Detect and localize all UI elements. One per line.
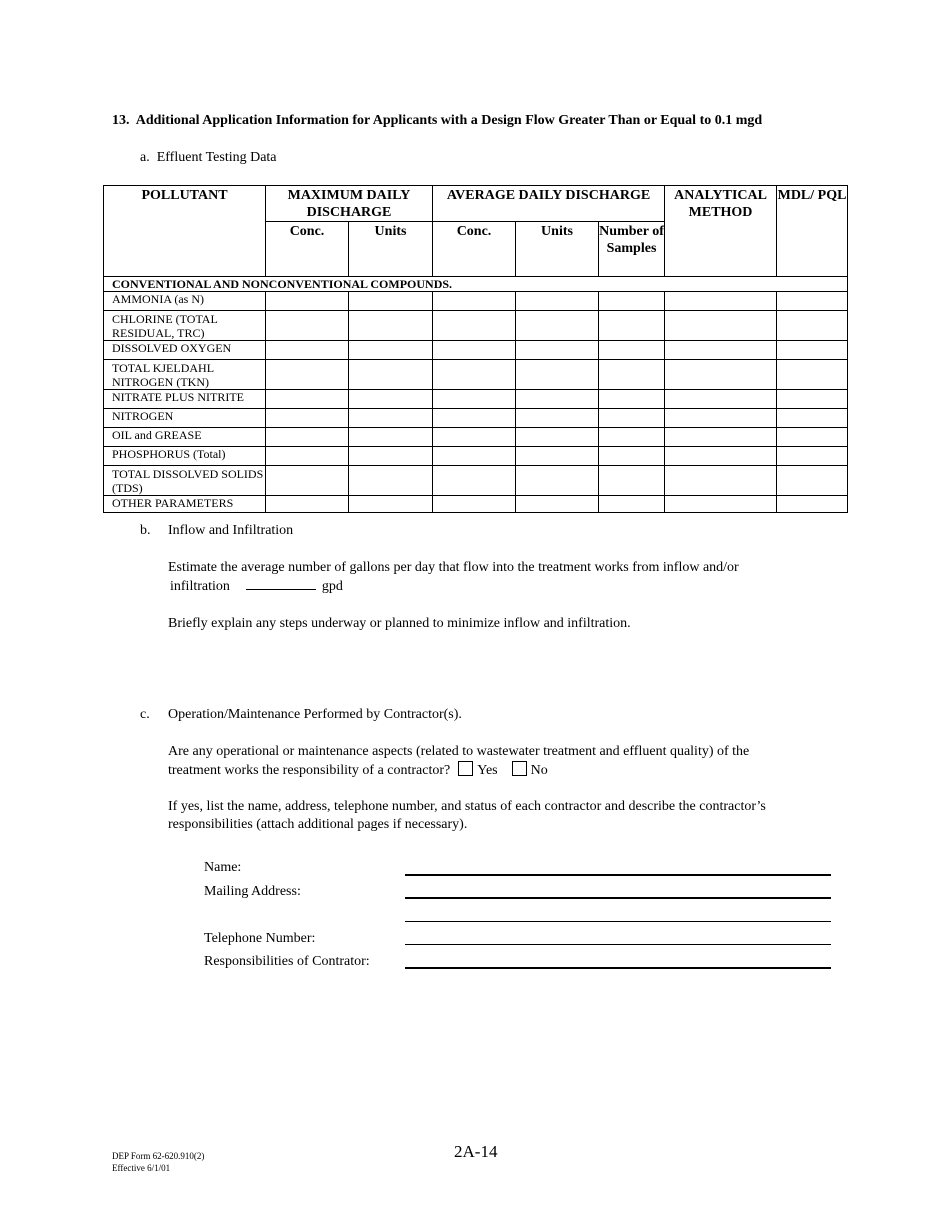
header-pollutant: POLLUTANT	[104, 186, 266, 277]
cell-mdl[interactable]	[777, 447, 848, 466]
table-row	[104, 409, 848, 428]
header-samples: Number of Samples	[599, 222, 665, 277]
part-b-label: b.	[140, 523, 151, 538]
pollutant-name: TOTAL KJELDAHL NITROGEN (TKN)	[104, 360, 266, 390]
table-row	[104, 496, 848, 513]
name-label: Name:	[204, 860, 242, 875]
gpd-unit: gpd	[321, 579, 343, 594]
no-label: No	[530, 763, 548, 778]
cell-method[interactable]	[665, 428, 777, 447]
inflow-estimate-line2: infiltration	[170, 579, 230, 594]
mailing-address-label: Mailing Address:	[204, 884, 301, 899]
cell-method[interactable]	[665, 496, 777, 513]
name-line[interactable]	[405, 874, 831, 876]
pollutant-name: OIL and GREASE	[104, 428, 266, 447]
cell-method[interactable]	[665, 360, 777, 390]
cell-avg-conc[interactable]	[433, 428, 516, 447]
cell-samples[interactable]	[599, 341, 665, 360]
cell-avg-conc[interactable]	[433, 341, 516, 360]
pollutant-name: CHLORINE (TOTAL RESIDUAL, TRC)	[104, 311, 266, 341]
cell-max-units[interactable]	[349, 360, 433, 390]
cell-mdl[interactable]	[777, 360, 848, 390]
cell-avg-units[interactable]	[516, 409, 599, 428]
cell-method[interactable]	[665, 447, 777, 466]
cell-method[interactable]	[665, 390, 777, 409]
cell-avg-units[interactable]	[516, 390, 599, 409]
cell-max-conc[interactable]	[266, 292, 349, 311]
mailing-address-line[interactable]	[405, 897, 831, 899]
inflow-estimate-line1: Estimate the average number of gallons per day that flow into the treatment works from inflow and/or	[168, 560, 739, 575]
header-conc: Conc.	[266, 222, 349, 277]
cell-max-conc[interactable]	[266, 428, 349, 447]
table-row	[104, 447, 848, 466]
cell-avg-conc[interactable]	[433, 390, 516, 409]
inflow-explain-text: Briefly explain any steps underway or planned to minimize inflow and infiltration.	[168, 616, 631, 631]
cell-max-conc[interactable]	[266, 447, 349, 466]
cell-avg-units[interactable]	[516, 311, 599, 341]
section-heading	[112, 113, 762, 129]
cell-mdl[interactable]	[777, 292, 848, 311]
contractor-question-line2: treatment works the responsibility of a contractor?	[168, 763, 451, 778]
header-analytical: ANALYTICAL METHOD	[665, 186, 777, 277]
header-conc-avg: Conc.	[433, 222, 516, 277]
contractor-question	[168, 743, 848, 780]
contractor-question-line1: Are any operational or maintenance aspects (related to wastewater treatment and effluent quality) of the	[168, 744, 750, 759]
cell-samples[interactable]	[599, 360, 665, 390]
cell-avg-conc[interactable]	[433, 360, 516, 390]
responsibilities-line[interactable]	[405, 967, 831, 969]
table-row	[104, 466, 848, 496]
cell-samples[interactable]	[599, 428, 665, 447]
page-number: 2A-14	[454, 1142, 498, 1161]
cell-max-units[interactable]	[349, 292, 433, 311]
cell-max-units[interactable]	[349, 428, 433, 447]
footer-effective: Effective 6/1/01	[112, 1163, 171, 1173]
contractor-ifyes-line2: responsibilities (attach additional pages if necessary).	[168, 817, 468, 832]
pollutant-name: DISSOLVED OXYGEN	[104, 341, 266, 360]
pollutant-name: OTHER PARAMETERS	[104, 496, 266, 513]
cell-max-units[interactable]	[349, 409, 433, 428]
cell-max-units[interactable]	[349, 447, 433, 466]
cell-method[interactable]	[665, 311, 777, 341]
footer-form	[112, 1150, 204, 1174]
cell-avg-units[interactable]	[516, 466, 599, 496]
section-title: Additional Application Information for Applicants with a Design Flow Greater Than or Equal to 0.1 mgd	[135, 113, 763, 128]
part-a-heading	[140, 150, 277, 166]
cell-method[interactable]	[665, 466, 777, 496]
part-c-label: c.	[140, 707, 150, 722]
section-number: 13.	[112, 113, 130, 128]
table-row	[104, 292, 848, 311]
inflow-estimate-paragraph	[168, 559, 848, 596]
cell-max-units[interactable]	[349, 341, 433, 360]
cell-max-conc[interactable]	[266, 496, 349, 513]
cell-avg-units[interactable]	[516, 292, 599, 311]
contractor-ifyes-line1: If yes, list the name, address, telephone number, and status of each contractor and describe the contractor’s	[168, 799, 766, 814]
header-units-avg: Units	[516, 222, 599, 277]
part-a-label: a.	[140, 150, 150, 165]
cell-avg-units[interactable]	[516, 341, 599, 360]
header-mdl: MDL/ PQL	[777, 186, 848, 277]
cell-mdl[interactable]	[777, 466, 848, 496]
cell-samples[interactable]	[599, 311, 665, 341]
cell-method[interactable]	[665, 409, 777, 428]
part-c-title: Operation/Maintenance Performed by Contractor(s).	[168, 707, 462, 722]
cell-max-units[interactable]	[349, 311, 433, 341]
cell-max-units[interactable]	[349, 496, 433, 513]
cell-mdl[interactable]	[777, 409, 848, 428]
effluent-testing-table	[103, 185, 848, 513]
gpd-input[interactable]	[246, 577, 316, 590]
cell-max-conc[interactable]	[266, 341, 349, 360]
header-units: Units	[349, 222, 433, 277]
cell-mdl[interactable]	[777, 341, 848, 360]
cell-samples[interactable]	[599, 292, 665, 311]
cell-avg-conc[interactable]	[433, 292, 516, 311]
pollutant-name: TOTAL DISSOLVED SOLIDS (TDS)	[104, 466, 266, 496]
pollutant-name: NITROGEN	[104, 409, 266, 428]
table-row	[104, 428, 848, 447]
cell-avg-units[interactable]	[516, 496, 599, 513]
group-label: CONVENTIONAL AND NONCONVENTIONAL COMPOUNDS.	[104, 277, 848, 292]
no-checkbox[interactable]	[512, 761, 527, 776]
telephone-line[interactable]	[405, 944, 831, 945]
cell-max-conc[interactable]	[266, 311, 349, 341]
cell-avg-units[interactable]	[516, 360, 599, 390]
cell-max-conc[interactable]	[266, 409, 349, 428]
cell-samples[interactable]	[599, 447, 665, 466]
yes-label: Yes	[477, 763, 498, 778]
table-row	[104, 390, 848, 409]
table-row	[104, 341, 848, 360]
part-a-title: Effluent Testing Data	[156, 150, 277, 165]
pollutant-name: NITRATE PLUS NITRITE	[104, 390, 266, 409]
cell-mdl[interactable]	[777, 428, 848, 447]
cell-max-conc[interactable]	[266, 390, 349, 409]
cell-samples[interactable]	[599, 466, 665, 496]
cell-mdl[interactable]	[777, 496, 848, 513]
cell-method[interactable]	[665, 341, 777, 360]
part-b-title: Inflow and Infiltration	[168, 523, 294, 538]
pollutant-name: PHOSPHORUS (Total)	[104, 447, 266, 466]
cell-avg-units[interactable]	[516, 428, 599, 447]
header-avg-daily: AVERAGE DAILY DISCHARGE	[433, 186, 665, 222]
header-max-daily: MAXIMUM DAILY DISCHARGE	[266, 186, 433, 222]
cell-mdl[interactable]	[777, 390, 848, 409]
cell-max-units[interactable]	[349, 466, 433, 496]
mailing-address-line-2[interactable]	[405, 921, 831, 922]
cell-avg-conc[interactable]	[433, 409, 516, 428]
telephone-label: Telephone Number:	[204, 931, 316, 946]
cell-method[interactable]	[665, 292, 777, 311]
cell-avg-conc[interactable]	[433, 311, 516, 341]
cell-avg-conc[interactable]	[433, 447, 516, 466]
contractor-ifyes	[168, 798, 848, 834]
cell-samples[interactable]	[599, 496, 665, 513]
cell-mdl[interactable]	[777, 311, 848, 341]
cell-samples[interactable]	[599, 409, 665, 428]
cell-avg-conc[interactable]	[433, 496, 516, 513]
responsibilities-label: Responsibilities of Contrator:	[204, 954, 370, 969]
cell-avg-conc[interactable]	[433, 466, 516, 496]
cell-samples[interactable]	[599, 390, 665, 409]
table-row	[104, 311, 848, 341]
table-row	[104, 360, 848, 390]
cell-max-conc[interactable]	[266, 466, 349, 496]
cell-max-conc[interactable]	[266, 360, 349, 390]
cell-max-units[interactable]	[349, 390, 433, 409]
footer-form-number: DEP Form 62-620.910(2)	[112, 1151, 205, 1161]
pollutant-name: AMMONIA (as N)	[104, 292, 266, 311]
yes-checkbox[interactable]	[458, 761, 473, 776]
cell-avg-units[interactable]	[516, 447, 599, 466]
